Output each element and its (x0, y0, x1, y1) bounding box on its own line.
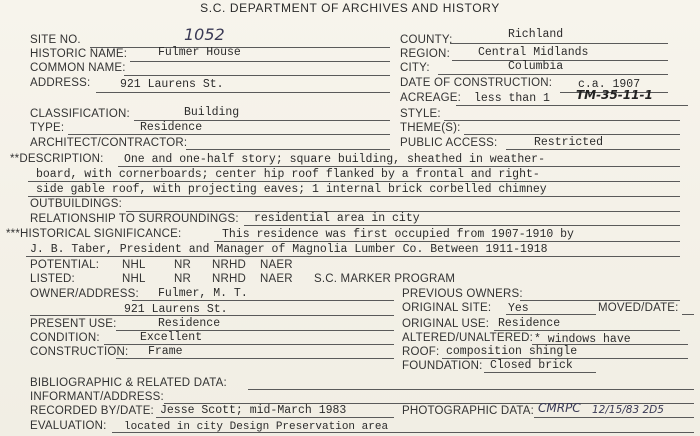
site-no-label: SITE NO. (30, 34, 81, 46)
original-use-value: Residence (498, 317, 561, 330)
significance-rule-2 (26, 256, 680, 257)
potential-naer: NAER (260, 259, 293, 271)
significance-rule-1 (214, 241, 680, 242)
county-label: COUNTY: (400, 34, 453, 46)
construction-label: CONSTRUCTION: (30, 346, 129, 358)
altered-label: ALTERED/UNALTERED: (402, 332, 533, 344)
themes-line (464, 134, 680, 135)
present-use-value: Residence (158, 317, 221, 330)
description-rule-2 (28, 181, 680, 182)
evaluation-value: located in city Design Preservation area (124, 421, 389, 433)
potential-label: POTENTIAL: (30, 259, 100, 271)
type-label: TYPE: (30, 122, 65, 134)
altered-value: * windows have (534, 333, 631, 346)
recorded-label: RECORDED BY/DATE: (30, 405, 154, 417)
potential-nr: NR (174, 259, 192, 271)
significance-label: ***HISTORICAL SIGNIFICANCE: (6, 228, 182, 240)
description-label: **DESCRIPTION: (10, 153, 104, 165)
county-line (450, 43, 668, 44)
type-value: Residence (140, 121, 203, 134)
moved-line (682, 314, 694, 315)
city-label: CITY: (400, 62, 430, 74)
description-rule-1 (118, 166, 680, 167)
themes-label: THEME(S): (400, 122, 461, 134)
architect-line (186, 149, 390, 150)
potential-nhl: NHL (122, 259, 146, 271)
bibliographic-label: BIBLIOGRAPHIC & RELATED DATA: (30, 377, 227, 389)
listed-nr: NR (174, 273, 192, 285)
listed-naer: NAER (260, 273, 293, 285)
description-line-3: side gable roof, with projecting eaves; 1 internal brick corbelled chimney (36, 183, 547, 196)
acreage-line (456, 105, 688, 106)
owner-address-value: 921 Laurens St. (124, 303, 228, 316)
previous-owners-label: PREVIOUS OWNERS: (402, 288, 523, 300)
recorded-line (156, 417, 394, 418)
sc-marker-program: S.C. MARKER PROGRAM (314, 273, 456, 285)
outbuildings-label: OUTBUILDINGS: (30, 198, 123, 210)
photographic-line (534, 417, 694, 418)
address-line (96, 92, 390, 93)
address-value: 921 Laurens St. (120, 78, 224, 91)
listed-label: LISTED: (30, 273, 75, 285)
construction-line (116, 358, 394, 359)
listed-nhl: NHL (122, 273, 146, 285)
owner-value: Fulmer, M. T. (158, 287, 248, 300)
relationship-label: RELATIONSHIP TO SURROUNDINGS: (30, 213, 239, 225)
historic-name-value: Fulmer House (158, 46, 241, 59)
common-name-label: COMMON NAME: (30, 62, 126, 74)
address-label: ADDRESS: (30, 77, 91, 89)
county-value: Richland (508, 28, 564, 41)
original-use-label: ORIGINAL USE: (402, 318, 490, 330)
condition-label: CONDITION: (30, 332, 100, 344)
classification-value: Building (184, 106, 240, 119)
architect-label: ARCHITECT/CONTRACTOR: (30, 137, 188, 149)
historic-name-line (130, 61, 390, 62)
description-line-2: board, with cornerboards; center hip roof flanked by a frontal and right- (36, 168, 540, 181)
moved-label: MOVED/DATE: (598, 302, 679, 314)
relationship-value: residential area in city (254, 212, 420, 225)
public-access-line (506, 149, 680, 150)
construction-value: Frame (148, 345, 183, 358)
foundation-label: FOUNDATION: (402, 360, 483, 372)
classification-label: CLASSIFICATION: (30, 108, 130, 120)
owner-line (132, 300, 394, 301)
owner-address-line (30, 315, 394, 316)
public-access-label: PUBLIC ACCESS: (400, 137, 498, 149)
original-site-label: ORIGINAL SITE: (402, 302, 492, 314)
significance-line-2: J. B. Taber, President and Manager of Magnolia Lumber Co. Between 1911-1918 (30, 243, 548, 256)
historic-name-label: HISTORIC NAME: (30, 48, 128, 60)
previous-owners-line (520, 300, 680, 301)
roof-value: composition shingle (446, 345, 578, 358)
acreage-handwritten-note: TM-35-11-1 (576, 88, 653, 102)
city-value: Columbia (508, 60, 564, 73)
acreage-label: ACREAGE: (400, 92, 462, 104)
condition-value: Excellent (140, 331, 203, 344)
public-access-value: Restricted (534, 136, 604, 149)
city-line (438, 74, 668, 75)
region-value: Central Midlands (478, 46, 589, 59)
original-use-line (494, 330, 680, 331)
type-line (68, 134, 390, 135)
style-line (444, 120, 680, 121)
acreage-value: less than 1 (474, 92, 550, 105)
photographic-value: CMRPC (538, 401, 581, 415)
original-site-line (506, 314, 596, 315)
date-construction-value: c.a. 1907 (578, 78, 641, 91)
evaluation-line (112, 432, 694, 433)
foundation-line (484, 372, 596, 373)
description-rule-3 (28, 196, 680, 197)
evaluation-label: EVALUATION: (30, 420, 107, 432)
original-site-value: Yes (508, 302, 529, 315)
photographic-label: PHOTOGRAPHIC DATA: (402, 405, 535, 417)
roof-label: ROOF: (402, 346, 440, 358)
informant-label: INFORMANT/ADDRESS: (30, 391, 164, 403)
region-label: REGION: (400, 48, 450, 60)
potential-nrhd: NRHD (212, 259, 247, 271)
present-use-label: PRESENT USE: (30, 318, 117, 330)
common-name-line (124, 75, 390, 76)
card-header: S.C. DEPARTMENT OF ARCHIVES AND HISTORY (200, 1, 500, 15)
site-no-value: 1052 (184, 25, 225, 44)
owner-label: OWNER/ADDRESS: (30, 288, 139, 300)
description-line-1: One and one-half story; square building, sheathed in weather- (124, 153, 545, 166)
significance-line-1: This residence was first occupied from 1907-1910 by (222, 228, 574, 241)
relationship-line (244, 225, 680, 226)
listed-nrhd: NRHD (212, 273, 247, 285)
style-label: STYLE: (400, 108, 441, 120)
bibliographic-line (248, 389, 694, 390)
foundation-value: Closed brick (490, 359, 573, 372)
recorded-value: Jesse Scott; mid-March 1983 (160, 404, 347, 417)
photographic-date: 12/15/83 2D5 (592, 404, 664, 416)
date-construction-label: DATE OF CONSTRUCTION: (400, 77, 553, 89)
